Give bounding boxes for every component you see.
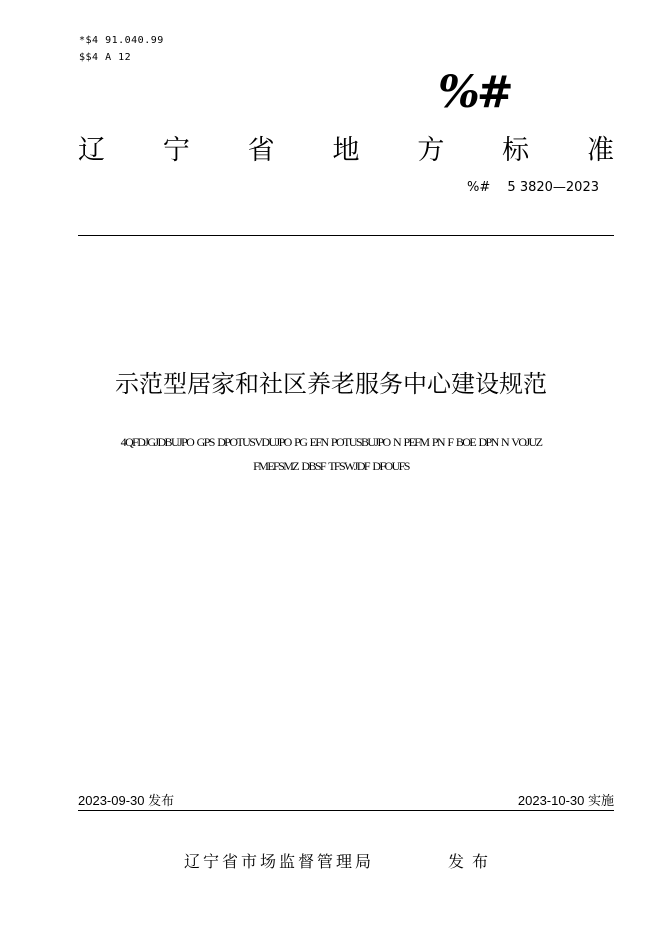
ics-code: *$4 91.040.99 (79, 35, 164, 46)
standard-type-char: 地 (332, 135, 360, 166)
english-title-line: FMEFSMZ DBSF TFSWJDF DFOUFS (253, 459, 409, 473)
implementation-date: 2023-10-30 实施 (517, 793, 614, 808)
standard-type-char: 方 (417, 135, 445, 166)
issue-date: 2023-09-30 发布 (78, 793, 175, 808)
footer-divider (78, 810, 614, 811)
standard-type-char: 宁 (162, 135, 190, 166)
standard-type-char: 准 (586, 135, 614, 166)
standard-type-heading (78, 133, 614, 169)
standard-type-char: 辽 (78, 135, 105, 166)
document-title: 示范型居家和社区养老服务中心建设规范 (115, 370, 547, 398)
header-divider (78, 235, 614, 236)
document-title-english (60, 430, 602, 478)
standard-type-char: 省 (247, 135, 275, 166)
db-logo: %# (438, 67, 511, 118)
ccs-code: $$4 A 12 (79, 52, 132, 63)
publish-label: 发布 (448, 852, 497, 871)
issuing-authority: 辽宁省市场监督管理局 (184, 852, 375, 871)
english-title-line: 4QFDJGJDBUJPO GPS DPOTUSVDUJPO PG EFN POTUSBUJPO N PEFM PN F BOE DPN N VOJUZ (120, 435, 542, 449)
standard-code: %# 5 3820—2023 (467, 180, 599, 195)
standard-type-char: 标 (502, 135, 530, 166)
